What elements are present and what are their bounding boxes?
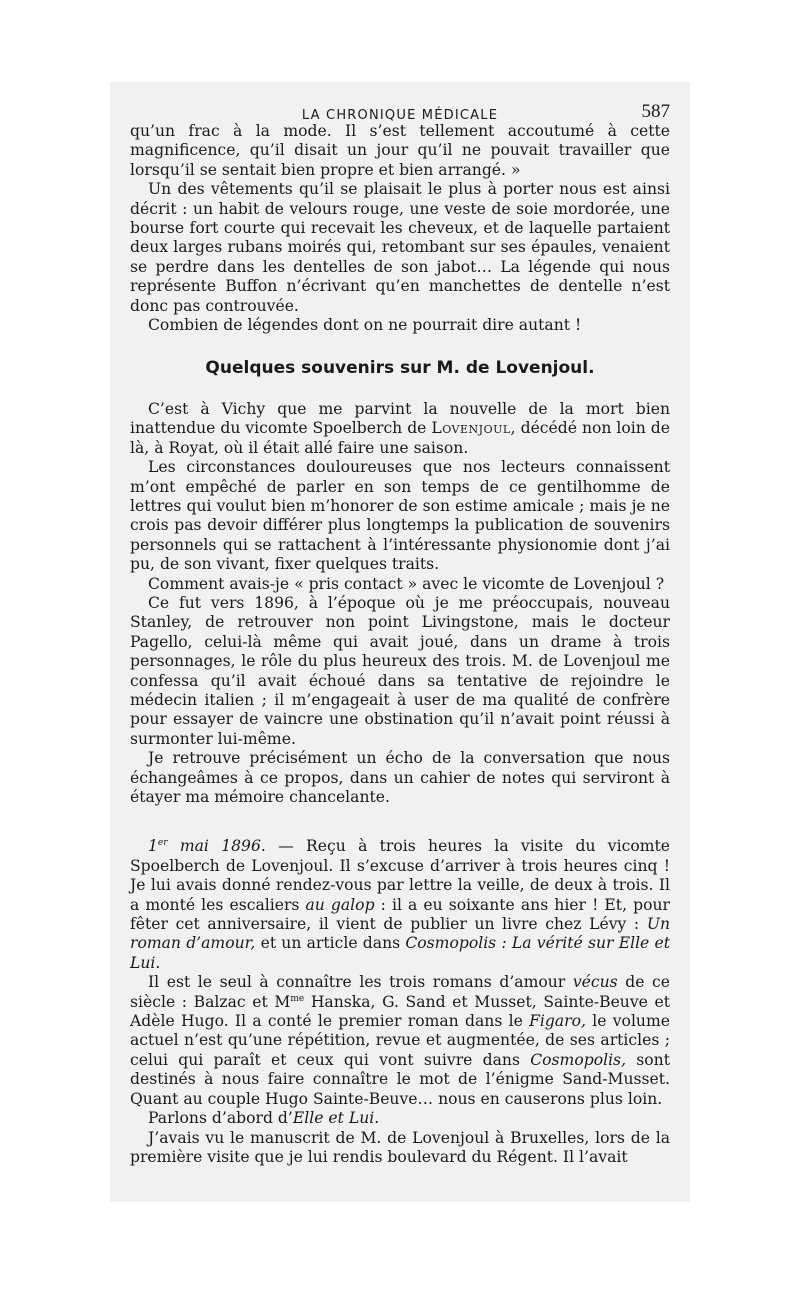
italic-word: vécus xyxy=(572,973,618,992)
book-title: Un roman d’amour, xyxy=(130,915,670,953)
scanned-page xyxy=(110,82,690,1202)
name-small-caps: Lovenjoul xyxy=(431,419,511,438)
newspaper-title: Figaro, xyxy=(529,1012,586,1031)
text-run: , décédé non loin de là, à Royat, où il était allé faire une saison. xyxy=(130,419,670,457)
section-paragraph-1 xyxy=(130,400,670,458)
mme-superscript: me xyxy=(290,993,305,1004)
date-day: 1 xyxy=(148,837,158,856)
text-run: sont destinés à nous faire connaître le mot de l’énigme Sand-Musset. Quant au couple Hugo Sainte-Beuve… nous en causerons plus loin. xyxy=(130,1050,670,1108)
running-head xyxy=(130,82,670,122)
intro-paragraph-2: Un des vêtements qu’il se plaisait le plus à porter nous est ainsi décrit : un habit de velours rouge, une veste de soie mordorée, une bourse fort courte qui recevait les cheveux, et de laquelle partaient deux larges rubans moirés qui, retombant sur ses épaules, venaient se perdre dans les dentelles de son jabot… La légende qui nous représente Buffon n’écrivant qu’en manchettes de dentelle n’est donc pas controuvée. xyxy=(130,180,670,315)
section-paragraph-2: Les circonstances douloureuses que nos lecteurs connaissent m’ont empêché de parler en son temps de ce gentilhomme de lettres qui voulut bien m’honorer de son estime amicale ; mais je ne crois pas devoir différer plus longtemps la publication de souvenirs personnels qui se rattachent à l’intéressante physionomie dont j’ai pu, de son vivant, fixer quelques traits. xyxy=(130,458,670,574)
date-rest: mai 1896. xyxy=(167,837,266,856)
text-run: Parlons d’abord d’ xyxy=(148,1109,293,1128)
notes-paragraph-1 xyxy=(130,837,670,973)
spacer xyxy=(130,807,670,837)
review-title: Cosmopolis, xyxy=(530,1050,627,1069)
italic-phrase: au galop xyxy=(305,895,375,914)
journal-title: LA CHRONIQUE MÉDICALE xyxy=(301,108,499,123)
text-run: Hanska, G. Sand et Musset, Sainte-Beuve et Adèle Hugo. Il a conté le premier roman dans le xyxy=(130,992,670,1031)
section-heading: Quelques souvenirs sur M. de Lovenjoul. xyxy=(205,358,595,379)
text-run: et un article dans xyxy=(255,934,406,953)
notes-paragraph-4: J’avais vu le manuscrit de M. de Lovenjoul à Bruxelles, lors de la première visite que je lui rendis boulevard du Régent. Il l’avait xyxy=(130,1128,670,1166)
text-run: — Reçu à trois heures la visite du vicomte Spoelberch de Lovenjoul. Il s’excuse d’arriver à trois heures cinq ! Je lui avais donné rendez-vous par lettre la veille, de deux à trois. Il a monté les escaliers xyxy=(130,837,670,914)
page-text-block xyxy=(130,82,670,1167)
section-paragraph-3: Comment avais-je « pris contact » avec le vicomte de Lovenjoul ? xyxy=(148,574,665,593)
text-run: Il est le seul à connaître les trois romans d’amour xyxy=(148,973,573,992)
notes-paragraph-3 xyxy=(130,1109,670,1128)
intro-paragraph-3: Combien de légendes dont on ne pourrait dire autant ! xyxy=(148,316,582,335)
text-run: C’est à Vichy que me parvint la nouvelle de la mort bien inattendue du vicomte Spoelberch de xyxy=(130,399,670,438)
date-ordinal: er xyxy=(157,838,168,849)
novel-title: Elle et Lui. xyxy=(292,1109,380,1128)
section-paragraph-4: Ce fut vers 1896, à l’époque où je me préoccupais, nouveau Stanley, de retrouver non point Livingstone, mais le docteur Pagello, celui-là même qui avait joué, dans un drame à trois personnages, le rôle du plus heureux des trois. M. de Lovenjoul me confessa qu’il avait échoué dans sa tentative de rejoindre le médecin italien ; il m’engageait à user de ma qualité de confrère pour essayer de vaincre une obstination qu’il n’avait point réussi à surmonter lui-même. xyxy=(130,593,670,748)
text-run: : il a eu soixante ans hier ! Et, pour fêter cet anniversaire, il vient de publier un livre chez Lévy : xyxy=(130,895,670,934)
page-number: 587 xyxy=(641,101,670,122)
text-run: de ce siècle : Balzac et M xyxy=(130,973,670,1011)
text-run: le volume actuel n’est qu’une répétition, revue et augmentée, de ses articles ; celui qui paraît et ceux qui vont suivre dans xyxy=(130,1012,670,1069)
notes-paragraph-2 xyxy=(130,973,670,1109)
intro-paragraph-1: qu’un frac à la mode. Il s’est tellement accoutumé à cette magnificence, qu’il disait un jour qu’il ne pouvait travailler que lorsqu’il se sentait bien propre et bien arrangé. » xyxy=(130,122,670,179)
article-title: Cosmopolis : La vérité sur Elle et Lui. xyxy=(130,934,670,972)
date-label xyxy=(148,837,266,855)
section-paragraph-5: Je retrouve précisément un écho de la conversation que nous échangeâmes à ce propos, dans un cahier de notes qui serviront à étayer ma mémoire chancelante. xyxy=(130,749,670,806)
